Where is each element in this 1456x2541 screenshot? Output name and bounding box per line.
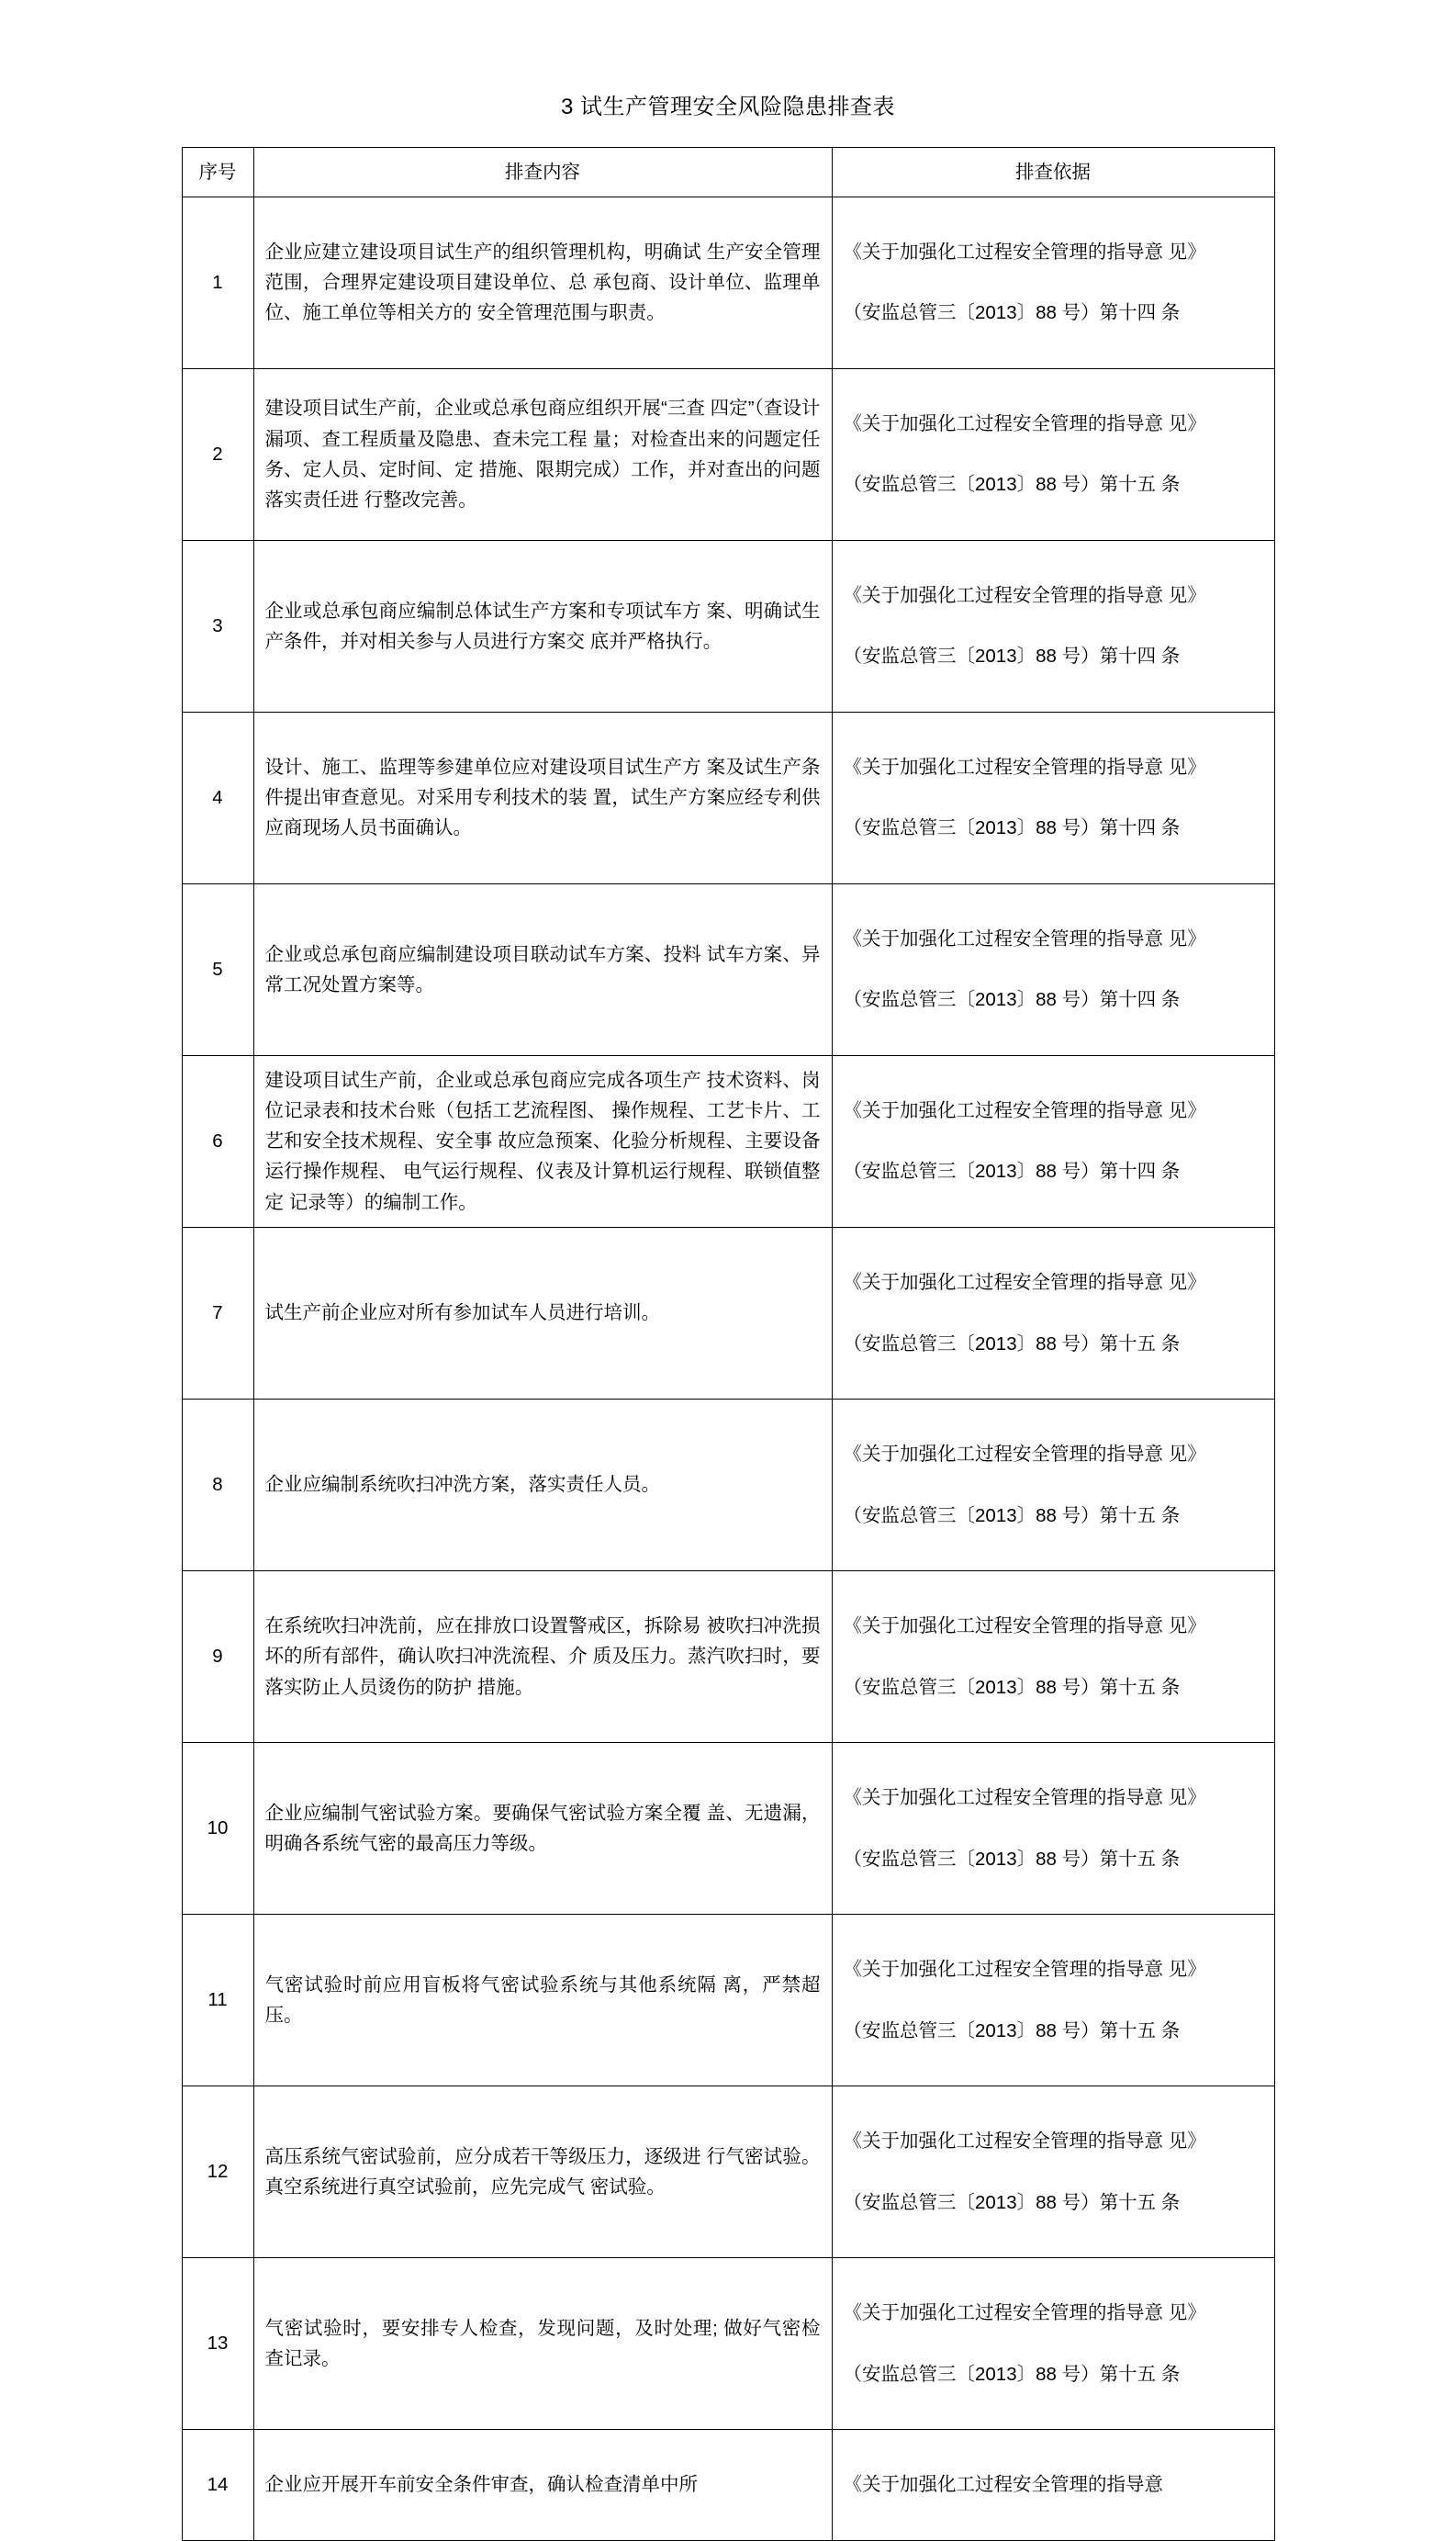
row-number: 6	[182, 1055, 253, 1227]
table-row	[182, 1570, 1274, 1742]
row-inspection-basis	[832, 883, 1274, 1055]
basis-line-1: 《关于加强化工过程安全管理的指导意 见》	[843, 1100, 1206, 1122]
row-number: 4	[182, 712, 253, 883]
table-row	[182, 1914, 1274, 2086]
table-header-row	[182, 147, 1274, 197]
table-header	[182, 147, 1274, 197]
table-row	[182, 2257, 1274, 2429]
row-inspection-content: 企业应编制气密试验方案。要确保气密试验方案全覆 盖、无遗漏，明确各系统气密的最高压力等级。	[253, 1742, 832, 1914]
row-inspection-basis	[832, 2430, 1274, 2541]
basis-line-1: 《关于加强化工过程安全管理的指导意 见》	[843, 242, 1206, 263]
row-number: 9	[182, 1570, 253, 1742]
row-number: 7	[182, 1227, 253, 1399]
table-row	[182, 1742, 1274, 1914]
table-row	[182, 1399, 1274, 1570]
basis-line-2: （安监总管三〔2013〕88 号）第十四 条	[843, 302, 1181, 324]
row-inspection-basis	[832, 1742, 1274, 1914]
basis-line-2: （安监总管三〔2013〕88 号）第十五 条	[843, 1848, 1181, 1870]
row-inspection-basis	[832, 1399, 1274, 1570]
table-row	[182, 1055, 1274, 1227]
basis-line-2: （安监总管三〔2013〕88 号）第十五 条	[843, 2363, 1181, 2385]
row-inspection-basis	[832, 712, 1274, 883]
basis-line-1: 《关于加强化工过程安全管理的指导意 见》	[843, 1959, 1206, 1981]
row-inspection-basis	[832, 1914, 1274, 2086]
row-number: 1	[182, 197, 253, 368]
row-number: 10	[182, 1742, 253, 1914]
basis-line-2: （安监总管三〔2013〕88 号）第十四 条	[843, 646, 1181, 668]
table-row	[182, 540, 1274, 712]
row-inspection-content: 建设项目试生产前，企业或总承包商应组织开展“三查 四定”（查设计漏项、查工程质量及隐患、查未完工程 量；对检查出来的问题定任务、定人员、定时间、定 措施、限期完成）工作，并对查出的问题落实责任进 行整改完善。	[253, 368, 832, 540]
basis-line-1: 《关于加强化工过程安全管理的指导意 见》	[843, 1615, 1206, 1637]
table-body	[182, 197, 1274, 2540]
basis-line-2: （安监总管三〔2013〕88 号）第十五 条	[843, 1676, 1181, 1698]
row-inspection-basis	[832, 197, 1274, 368]
row-number: 8	[182, 1399, 253, 1570]
row-inspection-basis	[832, 2257, 1274, 2429]
basis-line-1: 《关于加强化工过程安全管理的指导意 见》	[843, 413, 1206, 435]
row-number: 13	[182, 2257, 253, 2429]
table-row	[182, 1227, 1274, 1399]
basis-line-2: （安监总管三〔2013〕88 号）第十五 条	[843, 474, 1181, 496]
basis-line-2: （安监总管三〔2013〕88 号）第十五 条	[843, 1504, 1181, 1526]
row-inspection-content: 气密试验时，要安排专人检查，发现问题，及时处理; 做好气密检查记录。	[253, 2257, 832, 2429]
row-number: 12	[182, 2086, 253, 2257]
column-header-basis: 排查依据	[832, 147, 1274, 197]
row-inspection-content: 高压系统气密试验前，应分成若干等级压力，逐级进 行气密试验。真空系统进行真空试验前，应先完成气 密试验。	[253, 2086, 832, 2257]
row-number: 14	[182, 2430, 253, 2541]
row-inspection-content: 企业应编制系统吹扫冲洗方案，落实责任人员。	[253, 1399, 832, 1570]
row-inspection-content: 企业或总承包商应编制总体试生产方案和专项试车方 案、明确试生产条件，并对相关参与人员进行方案交 底并严格执行。	[253, 540, 832, 712]
row-inspection-basis	[832, 2086, 1274, 2257]
basis-line-2: （安监总管三〔2013〕88 号）第十四 条	[843, 989, 1181, 1011]
row-inspection-basis	[832, 1227, 1274, 1399]
basis-line-1: 《关于加强化工过程安全管理的指导意 见》	[843, 585, 1206, 607]
basis-line-2: （安监总管三〔2013〕88 号）第十五 条	[843, 2191, 1181, 2213]
basis-line-1: 《关于加强化工过程安全管理的指导意 见》	[843, 757, 1206, 779]
table-row	[182, 197, 1274, 368]
basis-line-1: 《关于加强化工过程安全管理的指导意	[843, 2474, 1163, 2496]
basis-line-1: 《关于加强化工过程安全管理的指导意 见》	[843, 2131, 1206, 2153]
risk-checklist-table	[182, 147, 1275, 2541]
row-inspection-content: 气密试验时前应用盲板将气密试验系统与其他系统隔 离，严禁超压。	[253, 1914, 832, 2086]
row-inspection-content: 在系统吹扫冲洗前，应在排放口设置警戒区，拆除易 被吹扫冲洗损坏的所有部件，确认吹扫冲洗流程、介 质及压力。蒸汽吹扫时，要落实防止人员烫伤的防护 措施。	[253, 1570, 832, 1742]
column-header-no: 序号	[182, 147, 253, 197]
row-inspection-content: 企业或总承包商应编制建设项目联动试车方案、投料 试车方案、异常工况处置方案等。	[253, 883, 832, 1055]
basis-line-2: （安监总管三〔2013〕88 号）第十四 条	[843, 1161, 1181, 1183]
basis-line-2: （安监总管三〔2013〕88 号）第十四 条	[843, 817, 1181, 839]
row-inspection-content: 企业应开展开车前安全条件审查，确认检查清单中所	[253, 2430, 832, 2541]
table-row	[182, 2086, 1274, 2257]
row-inspection-basis	[832, 1055, 1274, 1227]
row-number: 5	[182, 883, 253, 1055]
basis-line-1: 《关于加强化工过程安全管理的指导意 见》	[843, 1272, 1206, 1294]
basis-line-1: 《关于加强化工过程安全管理的指导意 见》	[843, 928, 1206, 950]
page-title: 3 试生产管理安全风险隐患排查表	[560, 95, 895, 119]
row-inspection-basis	[832, 540, 1274, 712]
row-inspection-content: 设计、施工、监理等参建单位应对建设项目试生产方 案及试生产条件提出审查意见。对采用专利技术的装 置，试生产方案应经专利供应商现场人员书面确认。	[253, 712, 832, 883]
row-inspection-basis	[832, 368, 1274, 540]
row-number: 3	[182, 540, 253, 712]
basis-line-1: 《关于加强化工过程安全管理的指导意 见》	[843, 1787, 1206, 1809]
table-row	[182, 368, 1274, 540]
row-number: 2	[182, 368, 253, 540]
basis-line-2: （安监总管三〔2013〕88 号）第十五 条	[843, 2019, 1181, 2041]
row-number: 11	[182, 1914, 253, 2086]
column-header-item: 排查内容	[253, 147, 832, 197]
table-row	[182, 883, 1274, 1055]
basis-line-2: （安监总管三〔2013〕88 号）第十五 条	[843, 1332, 1181, 1355]
row-inspection-basis	[832, 1570, 1274, 1742]
row-inspection-content: 建设项目试生产前，企业或总承包商应完成各项生产 技术资料、岗位记录表和技术台账（包括工艺流程图、 操作规程、工艺卡片、工艺和安全技术规程、安全事 故应急预案、化验分析规程、主要设备运行操作规程、 电气运行规程、仪表及计算机运行规程、联锁值整定 记录等）的编制工作。	[253, 1055, 832, 1227]
table-row	[182, 2430, 1274, 2541]
row-inspection-content: 试生产前企业应对所有参加试车人员进行培训。	[253, 1227, 832, 1399]
table-row	[182, 712, 1274, 883]
basis-line-1: 《关于加强化工过程安全管理的指导意 见》	[843, 2302, 1206, 2324]
basis-line-1: 《关于加强化工过程安全管理的指导意 见》	[843, 1444, 1206, 1466]
row-inspection-content: 企业应建立建设项目试生产的组织管理机构，明确试 生产安全管理范围，合理界定建设项目建设单位、总 承包商、设计单位、监理单位、施工单位等相关方的 安全管理范围与职责。	[253, 197, 832, 368]
